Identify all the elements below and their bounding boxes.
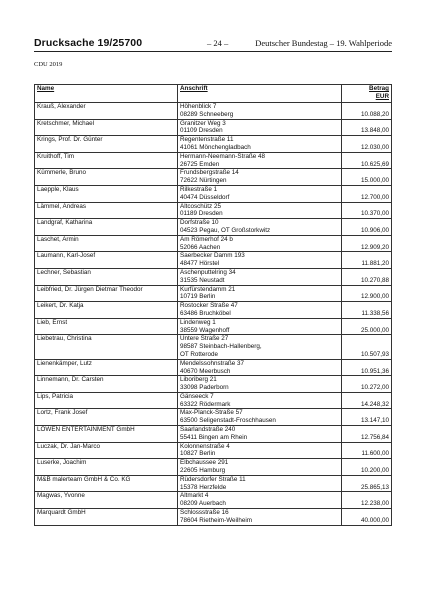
donor-address <box>178 492 342 509</box>
donor-name: Lips, Patricia <box>35 392 178 409</box>
table-row <box>35 335 392 359</box>
donation-amount: 40.000,00 <box>342 509 392 526</box>
address-line: 15378 Herzfelde <box>180 483 227 491</box>
address-line: 08209 Auerbach <box>180 500 226 508</box>
donation-amount: 13.848,00 <box>342 119 392 136</box>
donation-amount: 11.600,00 <box>342 442 392 459</box>
table-row <box>35 285 392 302</box>
donation-amount: 10.625,69 <box>342 152 392 169</box>
address-line: Regentenstraße 11 <box>180 136 234 144</box>
donor-name: Landgraf, Katharina <box>35 219 178 236</box>
address-line: 01189 Dresden <box>180 210 223 218</box>
table-row <box>35 136 392 153</box>
address-line: 48477 Hörstel <box>180 260 220 268</box>
donor-name: LÖWEN ENTERTAINMENT GmbH <box>35 426 178 443</box>
donor-name: Leibfried, Dr. Jürgen Dietmar Theodor <box>35 285 178 302</box>
donor-address <box>178 376 342 393</box>
address-line: 33098 Paderborn <box>180 384 229 392</box>
donor-address <box>178 409 342 426</box>
address-line: 31535 Neustadt <box>180 276 225 284</box>
donor-name: M&B malerteam GmbH & Co. KG <box>35 475 178 492</box>
donor-name: Marquardt GmbH <box>35 509 178 526</box>
table-row <box>35 252 392 269</box>
address-line: 01109 Dresden <box>180 127 223 135</box>
donation-amount: 25.000,00 <box>342 318 392 335</box>
address-line: Altcoschütz 25 <box>180 202 221 210</box>
table-row <box>35 169 392 186</box>
address-line: 38559 Wagenhoff <box>180 326 230 334</box>
donation-amount: 12.030,00 <box>342 136 392 153</box>
donation-amount: 11.881,20 <box>342 252 392 269</box>
donor-name: Kretschmer, Michael <box>35 119 178 136</box>
donation-amount: 10.200,00 <box>342 459 392 476</box>
address-line: Frundsbergstraße 14 <box>180 169 239 177</box>
donor-address <box>178 103 342 120</box>
table-row <box>35 119 392 136</box>
address-line: Dorfstraße 10 <box>180 219 219 227</box>
donation-amount: 10.088,20 <box>342 103 392 120</box>
address-line: 04523 Pegau, OT Großstorkwitz <box>180 226 271 234</box>
address-line: 10719 Berlin <box>180 293 216 301</box>
donor-address <box>178 302 342 319</box>
table-row <box>35 426 392 443</box>
donation-amount: 13.147,10 <box>342 409 392 426</box>
address-line: 63322 Rödermark <box>180 400 231 408</box>
donor-address <box>178 252 342 269</box>
donor-address <box>178 119 342 136</box>
table-row <box>35 152 392 169</box>
donor-name: Laumann, Karl-Josef <box>35 252 178 269</box>
address-line: Schlossstraße 16 <box>180 509 229 517</box>
donation-amount: 14.248,32 <box>342 392 392 409</box>
donation-amount: 12.900,00 <box>342 285 392 302</box>
donor-address <box>178 136 342 153</box>
table-row <box>35 103 392 120</box>
address-line: 72622 Nürtingen <box>180 177 227 185</box>
address-line: 22605 Hamburg <box>180 467 226 475</box>
donor-name: Laschet, Armin <box>35 235 178 252</box>
table-row <box>35 409 392 426</box>
table-row <box>35 459 392 476</box>
donor-name: Magwas, Yvonne <box>35 492 178 509</box>
address-line: OT Rotterode <box>180 350 219 358</box>
table-row <box>35 318 392 335</box>
donor-name: Lieb, Ernst <box>35 318 178 335</box>
donor-name: Luserke, Joachim <box>35 459 178 476</box>
donor-name: Luczak, Dr. Jan-Marco <box>35 442 178 459</box>
address-line: Mendelssohnstraße 37 <box>180 359 245 367</box>
donor-address <box>178 442 342 459</box>
address-line: Hermann-Neemann-Straße 48 <box>180 152 266 160</box>
column-header-address: Anschrift <box>178 85 342 103</box>
donor-address <box>178 235 342 252</box>
address-line: Untere Straße 27 <box>180 335 229 343</box>
donor-address <box>178 509 342 526</box>
donor-name: Linnemann, Dr. Carsten <box>35 376 178 393</box>
address-line: Aschenputtelring 34 <box>180 268 236 276</box>
page-header <box>34 37 392 51</box>
table-row <box>35 235 392 252</box>
donation-amount: 10.507,93 <box>342 335 392 359</box>
address-line: Elbchaussee 291 <box>180 459 229 467</box>
address-line: 40474 Düsseldorf <box>180 193 230 201</box>
donor-name: Krings, Prof. Dr. Günter <box>35 136 178 153</box>
table-row <box>35 442 392 459</box>
donation-amount: 11.338,56 <box>342 302 392 319</box>
table-row <box>35 492 392 509</box>
donor-name: Lämmel, Andreas <box>35 202 178 219</box>
donation-amount: 10.370,00 <box>342 202 392 219</box>
donor-name: Laepple, Klaus <box>35 185 178 202</box>
table-row <box>35 376 392 393</box>
address-line: Gänseeck 7 <box>180 392 214 400</box>
address-line: Kolonnenstraße 4 <box>180 442 230 450</box>
table-row <box>35 475 392 492</box>
donation-amount: 12.756,84 <box>342 426 392 443</box>
header-rule <box>34 51 392 52</box>
donor-address <box>178 318 342 335</box>
donor-address <box>178 335 342 359</box>
address-line: Granitzer Weg 3 <box>180 119 226 127</box>
donor-address <box>178 426 342 443</box>
donation-amount: 12.700,00 <box>342 185 392 202</box>
table-row <box>35 359 392 376</box>
address-line: 08289 Schneeberg <box>180 110 234 118</box>
address-line: Max-Planck-Straße 57 <box>180 409 243 417</box>
address-line: Altmarkt 4 <box>180 492 209 500</box>
donor-address <box>178 152 342 169</box>
address-line: 40670 Meerbusch <box>180 367 231 375</box>
donation-amount: 10.270,88 <box>342 268 392 285</box>
address-line: Am Römerhof 24 b <box>180 235 233 243</box>
address-line: Rostocker Straße 47 <box>180 302 238 310</box>
address-line: Liboriberg 21 <box>180 376 217 384</box>
page-number: – 24 – <box>207 38 229 48</box>
donor-name: Kruithoff, Tim <box>35 152 178 169</box>
donor-name: Liebetrau, Christina <box>35 335 178 359</box>
donor-address <box>178 268 342 285</box>
donor-name: Lienenkämper, Lutz <box>35 359 178 376</box>
party-label: CDU 2019 <box>34 61 63 68</box>
address-line: 98587 Steinbach-Hallenberg, <box>180 343 262 351</box>
column-header-name: Name <box>35 85 178 103</box>
address-line: Lindenweg 1 <box>180 318 216 326</box>
address-line: Rüdersdorfer Straße 11 <box>180 475 246 483</box>
address-line: 55411 Bingen am Rhein <box>180 433 248 441</box>
donation-amount: 10.951,36 <box>342 359 392 376</box>
address-line: Höhenblick 7 <box>180 103 217 110</box>
donor-address <box>178 459 342 476</box>
donation-amount: 12.238,00 <box>342 492 392 509</box>
address-line: 63486 Bruchköbel <box>180 309 231 317</box>
table-row <box>35 219 392 236</box>
address-line: Rilkestraße 1 <box>180 185 218 193</box>
table-body <box>35 103 392 526</box>
donor-address <box>178 475 342 492</box>
table-row <box>35 202 392 219</box>
address-line: 10827 Berlin <box>180 450 216 458</box>
table-header-row <box>35 85 392 103</box>
donor-address <box>178 202 342 219</box>
table-row <box>35 509 392 526</box>
address-line: 63500 Seligenstadt-Froschhausen <box>180 417 276 425</box>
donations-table <box>34 84 392 526</box>
donation-amount: 15.000,00 <box>342 169 392 186</box>
donor-address <box>178 185 342 202</box>
parliament-period: Deutscher Bundestag – 19. Wahlperiode <box>255 38 392 48</box>
address-line: Saerbecker Damm 193 <box>180 252 245 260</box>
donor-name: Leikert, Dr. Katja <box>35 302 178 319</box>
column-header-amount: Betrag EUR <box>342 85 392 103</box>
donor-address <box>178 169 342 186</box>
document-number: Drucksache 19/25700 <box>34 37 143 49</box>
donor-address <box>178 359 342 376</box>
donor-address <box>178 285 342 302</box>
donation-amount: 25.865,13 <box>342 475 392 492</box>
table-row <box>35 392 392 409</box>
address-line: Saarlandstraße 240 <box>180 426 236 434</box>
donor-name: Lechner, Sebastian <box>35 268 178 285</box>
address-line: 41061 Mönchengladbach <box>180 143 251 151</box>
donor-name: Krauß, Alexander <box>35 103 178 120</box>
donor-address <box>178 392 342 409</box>
address-line: Kurfürstendamm 21 <box>180 285 236 293</box>
address-line: 52066 Aachen <box>180 243 221 251</box>
table-row <box>35 302 392 319</box>
donation-amount: 12.909,20 <box>342 235 392 252</box>
table-row <box>35 185 392 202</box>
address-line: 26725 Emden <box>180 160 220 168</box>
donor-name: Kümmerle, Bruno <box>35 169 178 186</box>
table-row <box>35 268 392 285</box>
address-line: 78604 Rietheim-Weilheim <box>180 516 252 524</box>
donation-amount: 10.272,00 <box>342 376 392 393</box>
donor-name: Lortz, Frank Josef <box>35 409 178 426</box>
donation-amount: 10.906,00 <box>342 219 392 236</box>
donor-address <box>178 219 342 236</box>
